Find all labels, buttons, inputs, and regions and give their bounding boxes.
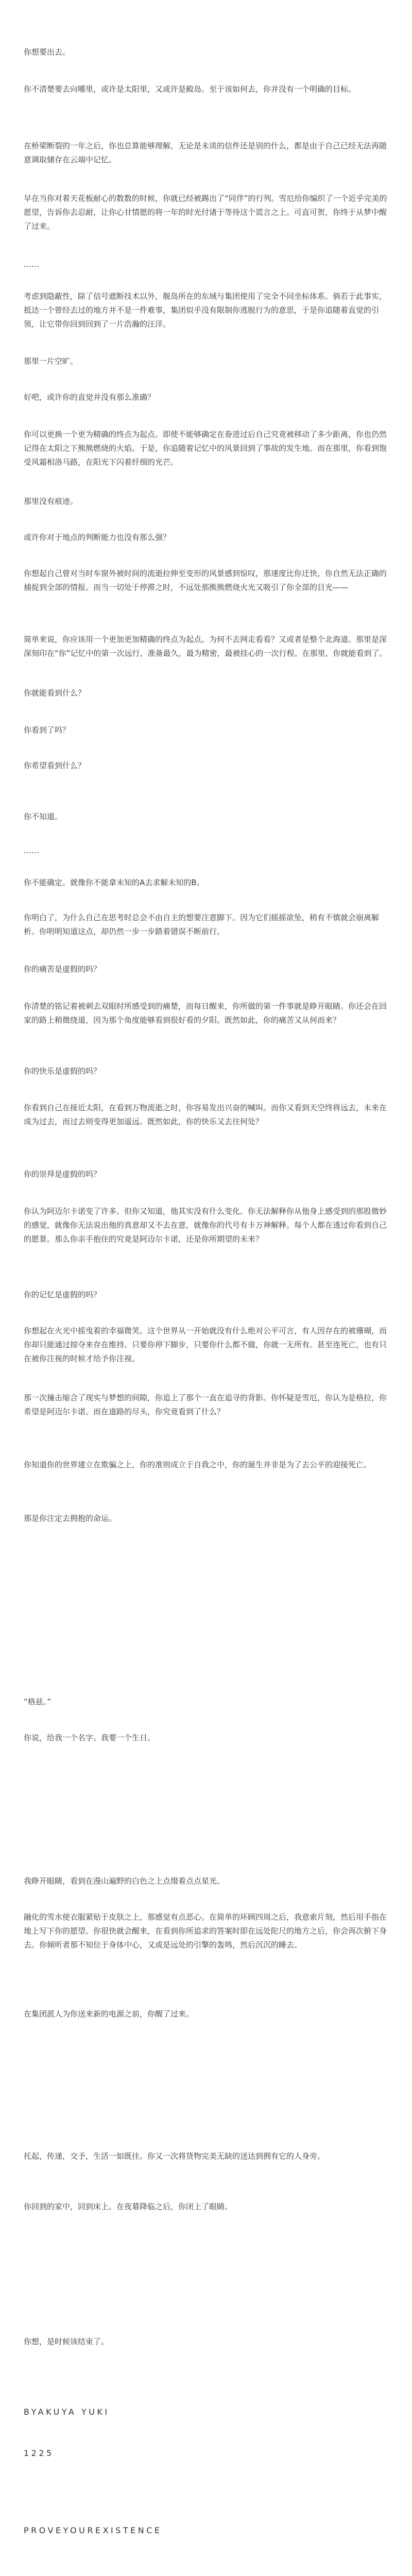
paragraph-31: 那是你注定去拥抱的命运。 <box>24 1514 117 1523</box>
paragraph-27: 你的记忆是虚假的吗？ <box>24 1290 101 1299</box>
paragraph-25: 你的崇拜是虚假的吗？ <box>24 1170 101 1179</box>
paragraph-26: 你认为阿迈尔卡诺变了许多。但你又知道，他其实没有什么变化。你无法解释你从他身上感受到的那股微妙的感觉，就像你无法说出他的真意却又不去在意，就像你的代号有卡万神解释。每个人都在透过你看到自己的愿景。那么你亲手抱住的究竟是阿迈尔卡诺，还是你所期望的未来？ <box>24 1207 387 1244</box>
paragraph-13: 简单来说，你应该用一个更加更加精确的终点为起点。为何不去网走看看？又或者是整个北海道。那里是深深刻印在“你”记忆中的第一次远行，准备最久，最为精密，最被挂心的一次行程。在那里，你就能看到了。 <box>24 635 387 658</box>
paragraph-15: 你看到了吗？ <box>24 725 71 735</box>
paragraph-36: 在集团派人为你送来新的电源之前，你醒了过来。 <box>24 2009 194 2019</box>
paragraph-16: 你希望看到什么？ <box>24 761 86 770</box>
paragraph-21: 你的痛苦是虚假的吗？ <box>24 964 101 974</box>
paragraph-28: 你想起在火光中摇曳着的幸福微笑。这个世界从一开始就没有什么绝对公平可言，有人因存在的被珊瑚，而你却只能通过掠夺来存在维持。只要你停下脚步，只要你什么都不做，你就一无所有。甚至连死亡，也有只在被你注视的时候才给予你注视。 <box>24 1326 387 1363</box>
paragraph-20: 你明白了，为什么自己在思考时总会不由自主的想要注意脚下。因为它们摇摇欲坠，稍有不慎就会崩离解析。你明明知道这点，却仍然一步一步踏着错误不断前行。 <box>24 913 380 936</box>
paragraph-1: 你想要出去。 <box>24 47 71 57</box>
paragraph-35: 融化的雪水使衣服紧贴于皮肤之上，那感觉有点恶心。在简单的环顾四周之后，我意索片刻，然后用手指在地上写下你的愿望。你很快就会醒来，在看到你所追求的答案时即在远处陀尺的地方之后，你会再次俯下身去。你倾听者那不知位于身体中心，又或是远处的引擎的轰鸣，然后沉沉的睡去。 <box>24 1912 387 1950</box>
quote-name: “格兹。” <box>24 1697 52 1706</box>
ellipsis-1: …… <box>24 260 39 269</box>
paragraph-29: 那一次撞击缩合了现实与梦想的间隙，你追上了那个一直在追寻的背影。你怀疑是雪厄，你认为是格拉，你希望是阿迈尔卡诺。而在道路的尽头，你究竟看到了什么？ <box>24 1393 387 1416</box>
paragraph-6: 考虑到隐蔽性，除了信号遮断技术以外，舰岛所在的东域与集团使用了完全不同坐标体系。倘若于此事实，抵达一个曾经去过的地方并不是一件难事，集团似乎没有限制你逃脱行为的意思，于是你追随着直觉的引领，让它带你回到回到了一片浩瀚的汪洋。 <box>24 292 387 329</box>
paragraph-37: 托起，传递，交予，生活一如既往。你又一次将货物完美无缺的送达到拥有它的人身旁。 <box>24 2151 325 2161</box>
paragraph-23: 你的快乐是虚假的吗？ <box>24 1066 101 1076</box>
paragraph-14: 你就能看到什么？ <box>24 688 86 698</box>
paragraph-3: 在桥梁断裂的一年之后，你也总算能够理解，无论是未谈的信件还是别的什么，都是由于自己已经无法再随意调取储存在云端中记忆。 <box>24 141 387 164</box>
paragraph-33: 你说，给我一个名字。我要一个生日。 <box>24 1733 156 1742</box>
paragraph-8: 好吧，或许你的直觉并没有那么准确？ <box>24 393 156 402</box>
paragraph-12: 你想起自己曾对当时车窗外被时间的流逝拉伸至变形的风景感到惊叹，那速度比你迁快，你自然无法正确的捕捉到全部的情报。而当一切处于停滞之时，不远处那熊熊燃烧火光又吸引了你全部的目光—— <box>24 569 387 592</box>
ellipsis-2: …… <box>24 846 39 855</box>
paragraph-10: 那里没有痕迹。 <box>24 497 78 506</box>
paragraph-2: 你不清楚要去向哪里，或许是太阳里，又或许是殿岛。至于该如何去，你并没有一个明确的目标。 <box>24 84 356 94</box>
paragraph-38: 你回到的家中，回到床上。在夜幕降临之后，你闭上了眼睛。 <box>24 2202 233 2211</box>
signature-date: 1225 <box>24 2448 54 2458</box>
paragraph-34: 我睁开眼睛，看到在漫山遍野的白色之上点缀着点点星光。 <box>24 1876 225 1886</box>
paragraph-39: 你想，是时候该结束了。 <box>24 2337 109 2346</box>
paragraph-24: 你看到自己在接近太阳，在看到万物流逝之时，你容易发出兴奋的喊叫。而你又看到天空终将远去，未来在成为过去，而过去则变得更加遥远。既然如此，你的快乐又去往何处？ <box>24 1103 387 1126</box>
author-signature: BYAKUYA YUKI <box>24 2407 110 2417</box>
paragraph-30: 你知道你的世界建立在欺骗之上，你的准则成立于自我之中，你的诞生并非是为了去公平的迎接死亡。 <box>24 1460 372 1469</box>
paragraph-22: 你清楚的铭记着被刺去双眼时所感受到的痛楚，而每日醒来，你所做的第一件事就是睁开眼睛。你还会在回家的路上稍微绕道，因为那个角度能够看到很好看的夕阳。既然如此，你的痛苦又从何而来？ <box>24 1002 387 1025</box>
closing-phrase: PROVEYOUREXISTENCE <box>24 2526 162 2535</box>
paragraph-19: 你不能确定。就像你不能拿未知的A去求解未知的B。 <box>24 878 204 887</box>
paragraph-17: 你不知道。 <box>24 812 63 821</box>
paragraph-11: 或许你对于地点的判断能力也没有那么强？ <box>24 533 171 542</box>
paragraph-9: 你可以更换一个更为精确的终点为起点。即使不能够确定在眷进过后自己究竟被移动了多少距离，你也仍然记得在太阳之下熊熊燃烧的火焰。于是，你追随着记忆中的风景回到了事故的发生地。而在那里，你看到饱受风霜相洛马路，在阳光下闪着纤细的光芒。 <box>24 430 387 467</box>
paragraph-4: 早在当你对着天花板耐心的数数的时候，你就已经被踢出了“同伴”的行列。雪厄给你编织了一个近乎完美的愿望，告诉你去忍耐，让你心甘情愿的将一年的时光付诸于等待这个谎言之上。可直可贺，你终于从梦中醒了过来。 <box>24 194 387 231</box>
paragraph-7: 那里一片空旷。 <box>24 357 78 366</box>
